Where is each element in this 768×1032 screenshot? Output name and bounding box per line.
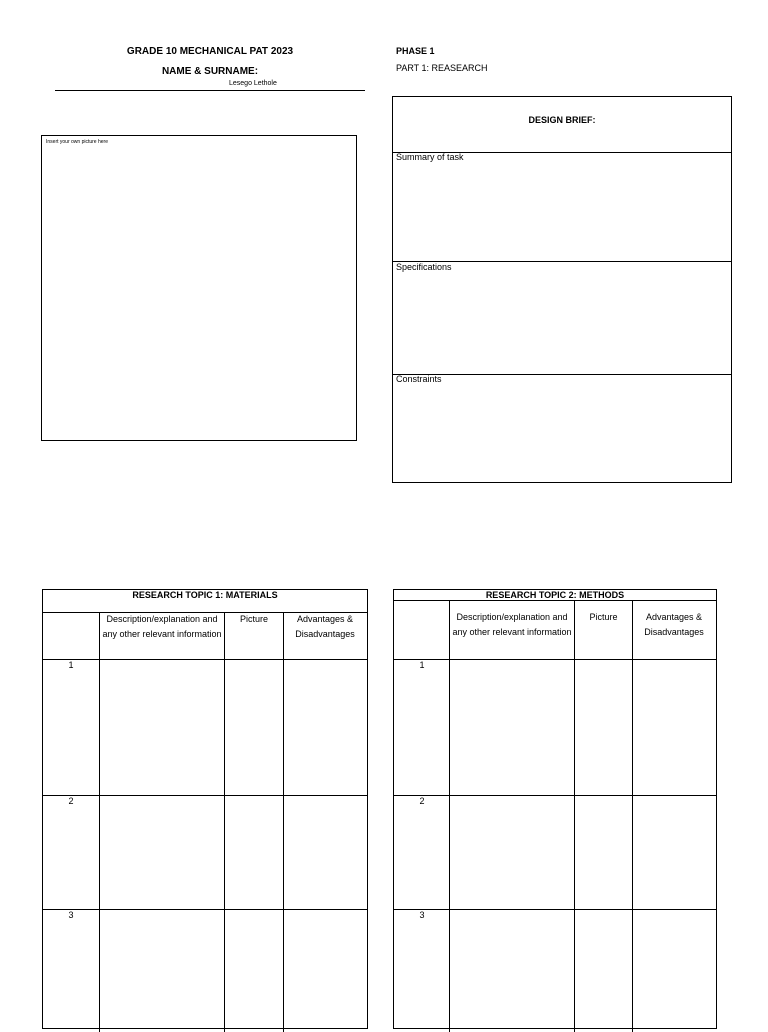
document-title: GRADE 10 MECHANICAL PAT 2023 (126, 46, 294, 57)
picture-box[interactable] (41, 135, 357, 441)
row-number: 3 (68, 910, 74, 920)
summary-label: Summary of task (396, 152, 464, 162)
research-table-methods (393, 589, 717, 1029)
divider (394, 600, 716, 601)
research-table-materials (42, 589, 368, 1029)
design-brief-box (392, 96, 732, 483)
column-header-advantages: Advantages & Disadvantages (644, 612, 704, 637)
column-divider (99, 612, 100, 1032)
specifications-label: Specifications (396, 262, 452, 272)
name-value: Lesego Lethole (229, 80, 277, 87)
row-number: 3 (419, 910, 425, 920)
column-header-picture: Picture (589, 612, 618, 622)
row-number: 1 (419, 660, 425, 670)
picture-placeholder: Insert your own picture here (46, 139, 108, 145)
summary-field[interactable] (393, 153, 731, 261)
row-number: 2 (68, 796, 74, 806)
row-number: 1 (68, 660, 74, 670)
design-brief-title: DESIGN BRIEF: (528, 115, 596, 125)
table-title: RESEARCH TOPIC 2: METHODS (485, 590, 625, 600)
part-label: PART 1: REASEARCH (396, 63, 488, 73)
column-header-picture: Picture (239, 614, 268, 624)
column-divider (283, 612, 284, 1032)
row-number: 2 (419, 796, 425, 806)
column-divider (632, 600, 633, 1032)
name-field[interactable] (55, 80, 365, 91)
name-surname-label: NAME & SURNAME: (161, 66, 259, 77)
column-header-description: Description/explanation and any other relevant information (102, 614, 222, 639)
phase-label: PHASE 1 (396, 46, 435, 56)
table-title: RESEARCH TOPIC 1: MATERIALS (132, 590, 278, 600)
specifications-field[interactable] (393, 262, 731, 374)
constraints-label: Constraints (396, 374, 442, 384)
column-header-description: Description/explanation and any other relevant information (452, 612, 572, 637)
column-divider (224, 612, 225, 1032)
column-divider (574, 600, 575, 1032)
column-header-advantages: Advantages & Disadvantages (295, 614, 355, 639)
constraints-field[interactable] (393, 375, 731, 482)
